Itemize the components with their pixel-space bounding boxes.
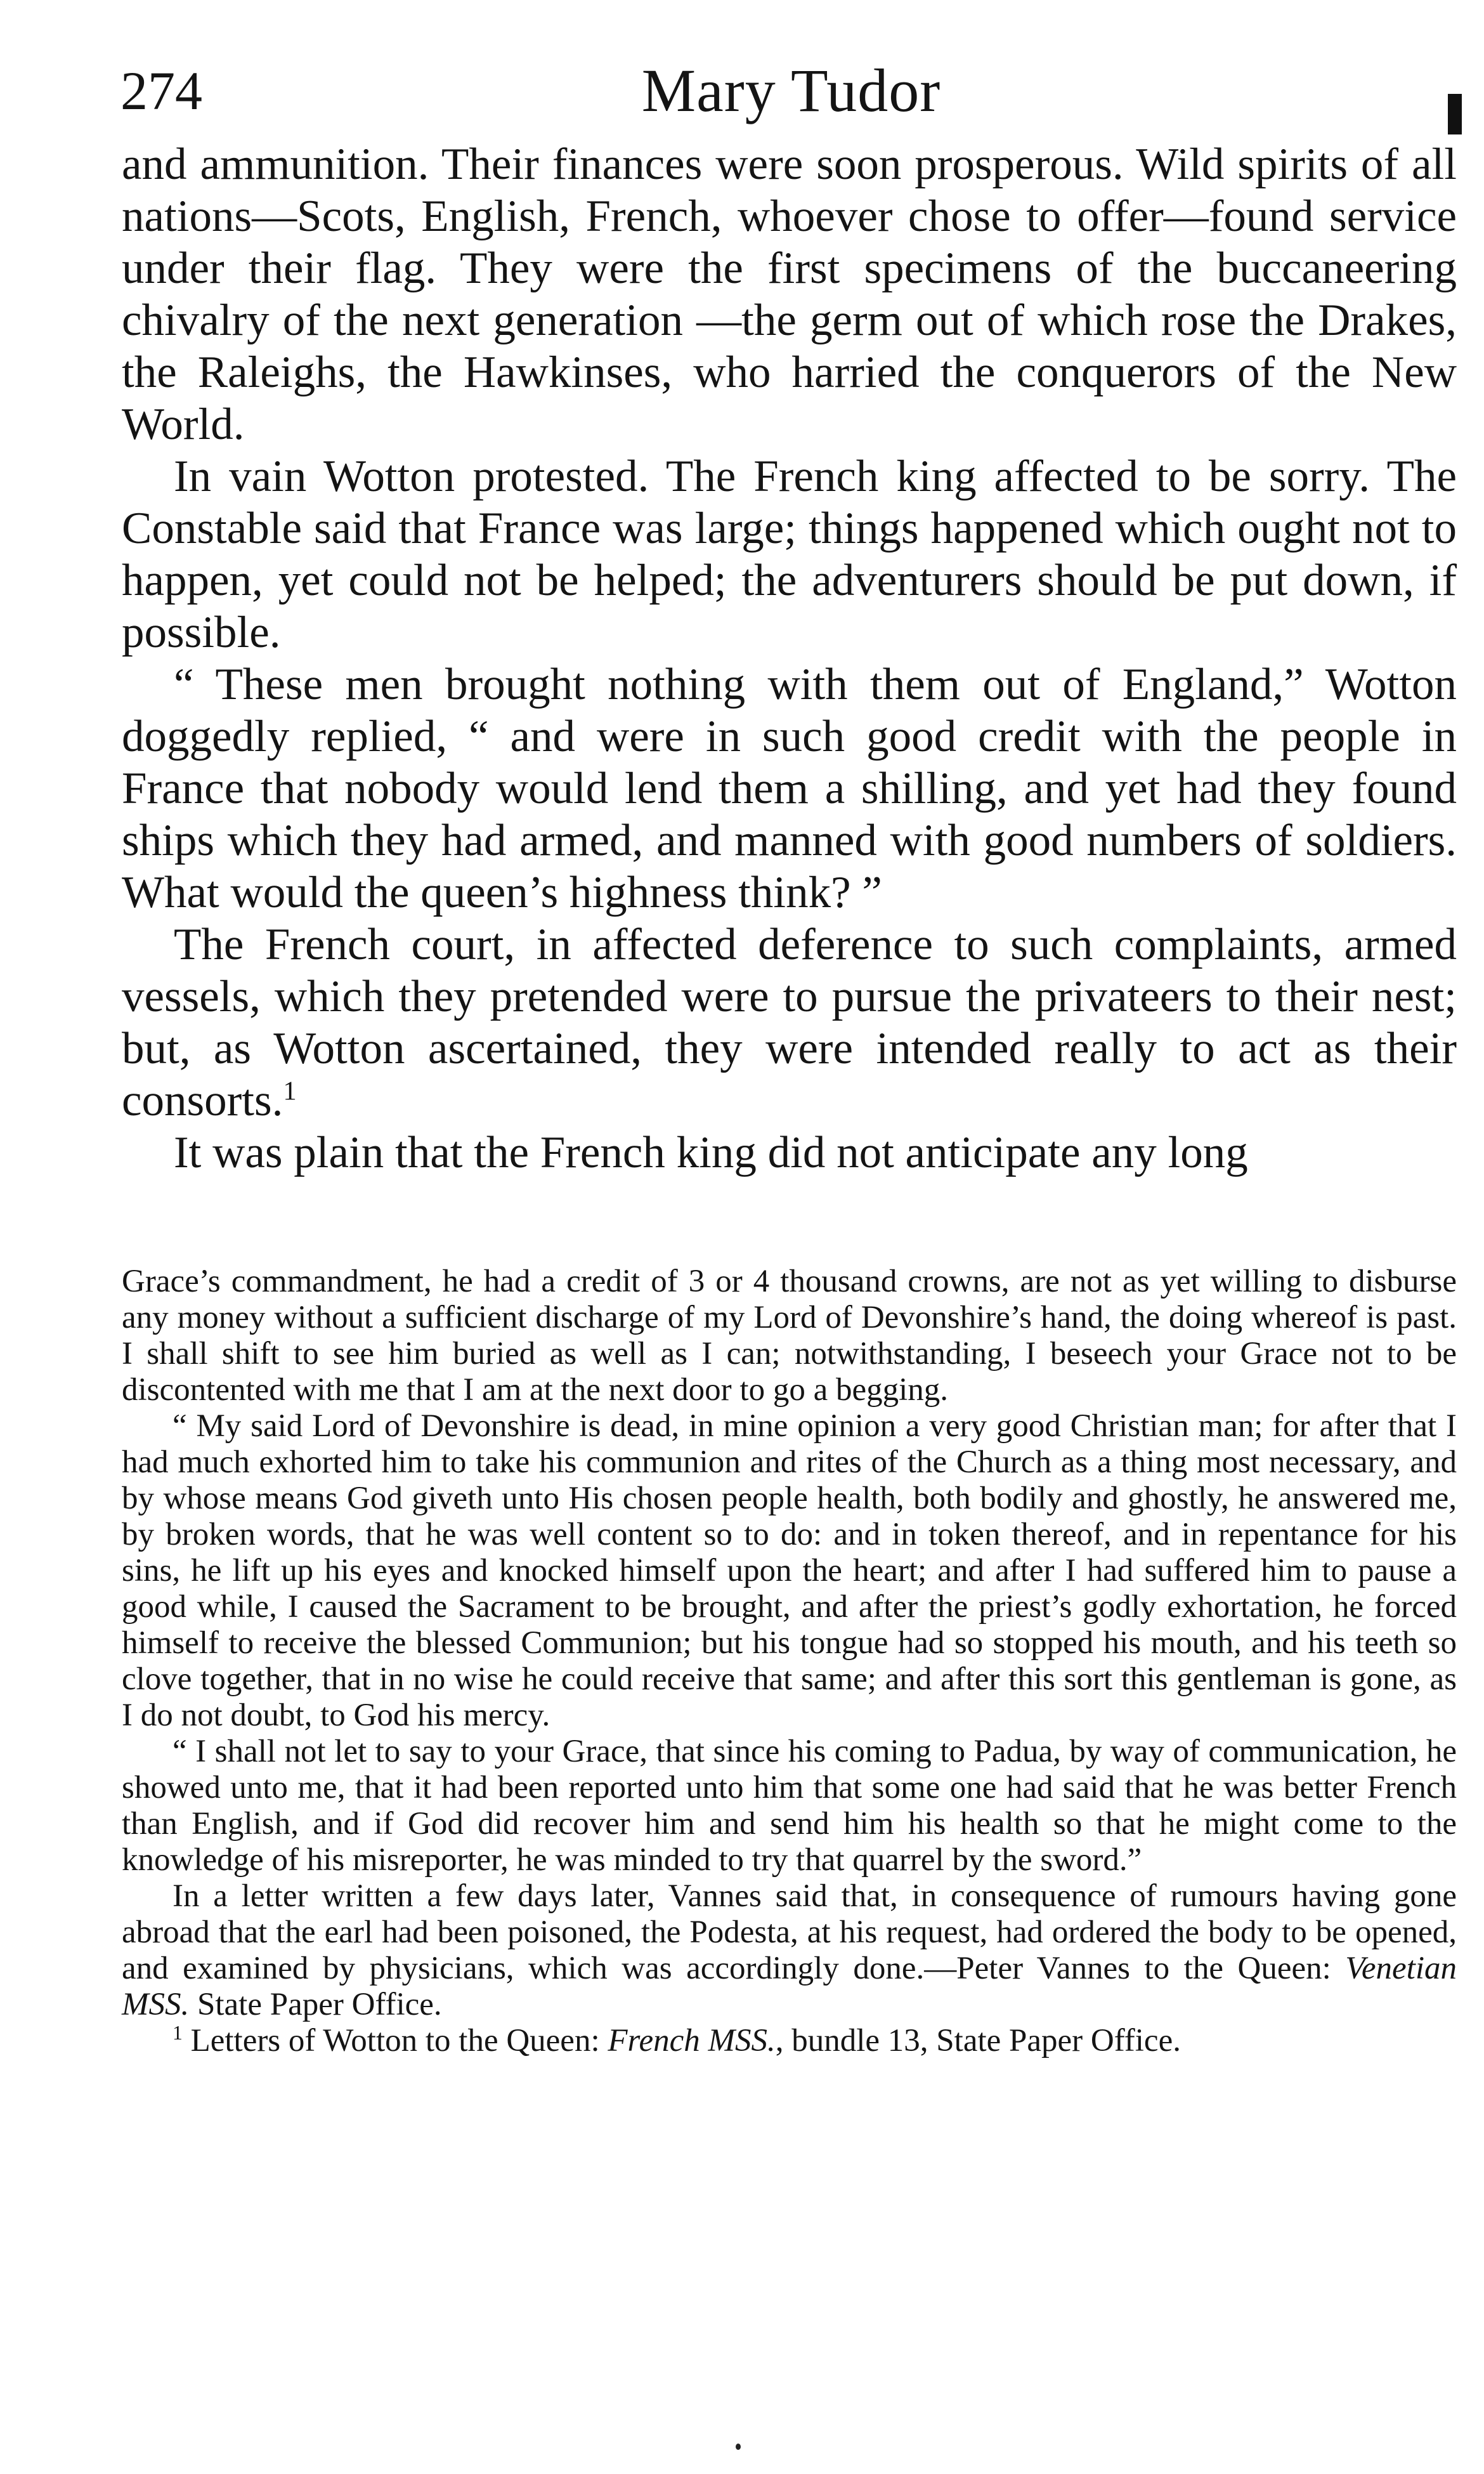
paragraph-2 xyxy=(122,450,1457,658)
paragraph-4 xyxy=(122,919,1457,1127)
footnote-1-text: Letters of Wotton to the Queen: xyxy=(190,2023,600,2058)
footnote-vannes-source-tail: State Paper Office. xyxy=(197,1987,442,2022)
paragraph-1-text: and ammunition. Their finances were soon prosperous. Wild spirits of all nations—Scots, English, French, whoever chose to offer—found service under their flag. They were the first specimens of the buccaneering chivalry of the next generation —the germ out of which rose the Drakes, the Raleighs, the Hawkinses, who harried the conquerors of the New World. xyxy=(122,140,1457,449)
footnote-vannes-source: Venetian MSS. xyxy=(122,1951,1457,2022)
margin-edge-mark xyxy=(1448,94,1462,134)
paragraph-4-text: The French court, in affected deference to such complaints, armed vessels, which they pretended were to pursue the privateers to their nest; but, as Wotton ascertained, they were intended really to act as their consorts. xyxy=(122,920,1457,1125)
footnote-quote-3-text: “ I shall not let to say to your Grace, that since his coming to Padua, by way of communication, he showed unto me, that it had been reported unto him that some one had said that he was better French than English, and if God did recover him and send him his health so that he might come to the knowledge of his misreporter, he was minded to try that quarrel by the sword.” xyxy=(122,1734,1457,1878)
footnote-continuation xyxy=(122,1264,1457,1408)
paragraph-3 xyxy=(122,658,1457,919)
footnote-quote-2-text: “ My said Lord of Devonshire is dead, in mine opinion a very good Christian man; for after that I had much exhorted him to take his communion and rites of the Church as a thing most necessary, and by whose means God giveth unto His chosen people health, both bodily and ghostly, he answered me, by broken words, that he was well content so to do: and in token thereof, and in repentance for his sins, he lift up his eyes and knocked himself upon the heart; and after I had suffered him to pause a good while, I caused the Sacrament to be brought, and after the priest’s godly exhortation, he forced himself to receive the blessed Communion; but his tongue had so stopped his mouth, and his teeth so clove together, that in no wise he could receive that same; and after this sort this gentleman is gone, as I do not doubt, to God his mercy. xyxy=(122,1408,1457,1733)
running-title: Mary Tudor xyxy=(641,56,941,124)
footnote-1 xyxy=(122,2023,1457,2059)
paragraph-1 xyxy=(122,138,1457,450)
footnote-reference: 1 xyxy=(283,1076,297,1106)
printer-mark xyxy=(736,2444,741,2450)
page-header xyxy=(120,56,1462,126)
page-number: 274 xyxy=(120,60,202,121)
footnote-continuation-text: Grace’s commandment, he had a credit of 3 or 4 thousand crowns, are not as yet willing to disburse any money without a sufficient discharge of my Lord of Devonshire’s hand, the doing whereof is past. I shall shift to see him buried as well as I can; notwithstanding, I beseech your Grace not to be discontented with me that I am at the next door to go a begging. xyxy=(122,1264,1457,1408)
paragraph-5 xyxy=(122,1127,1457,1179)
footnote-1-source: French MSS. xyxy=(608,2023,776,2058)
footnote-quote-3 xyxy=(122,1734,1457,1878)
footnote-vannes-text: In a letter written a few days later, Vannes said that, in consequence of rumours having gone abroad that the earl had been poisoned, the Podesta, at his request, had ordered the body to be opened, and examined by physicians, which was accordingly done.—Peter Vannes to the Queen: xyxy=(122,1878,1457,1986)
footnote-vannes-letter xyxy=(122,1878,1457,2023)
paragraph-2-text: In vain Wotton protested. The French king affected to be sorry. The Constable said that France was large; things happened which ought not to happen, yet could not be helped; the adventurers should be put down, if possible. xyxy=(122,452,1457,657)
paragraph-5-text: It was plain that the French king did not anticipate any long xyxy=(174,1128,1248,1177)
footnote-1-source-tail: , bundle 13, State Paper Office. xyxy=(775,2023,1181,2058)
footnotes xyxy=(122,1264,1457,2059)
main-text xyxy=(122,138,1457,1179)
footnote-1-marker: 1 xyxy=(172,2022,183,2044)
footnote-quote-2 xyxy=(122,1408,1457,1734)
paragraph-3-text: “ These men brought nothing with them out of England,” Wotton doggedly replied, “ and were in such good credit with the people in France that nobody would lend them a shilling, and yet had they found ships which they had armed, and manned with good numbers of soldiers. What would the queen’s highness think? ” xyxy=(122,660,1457,917)
